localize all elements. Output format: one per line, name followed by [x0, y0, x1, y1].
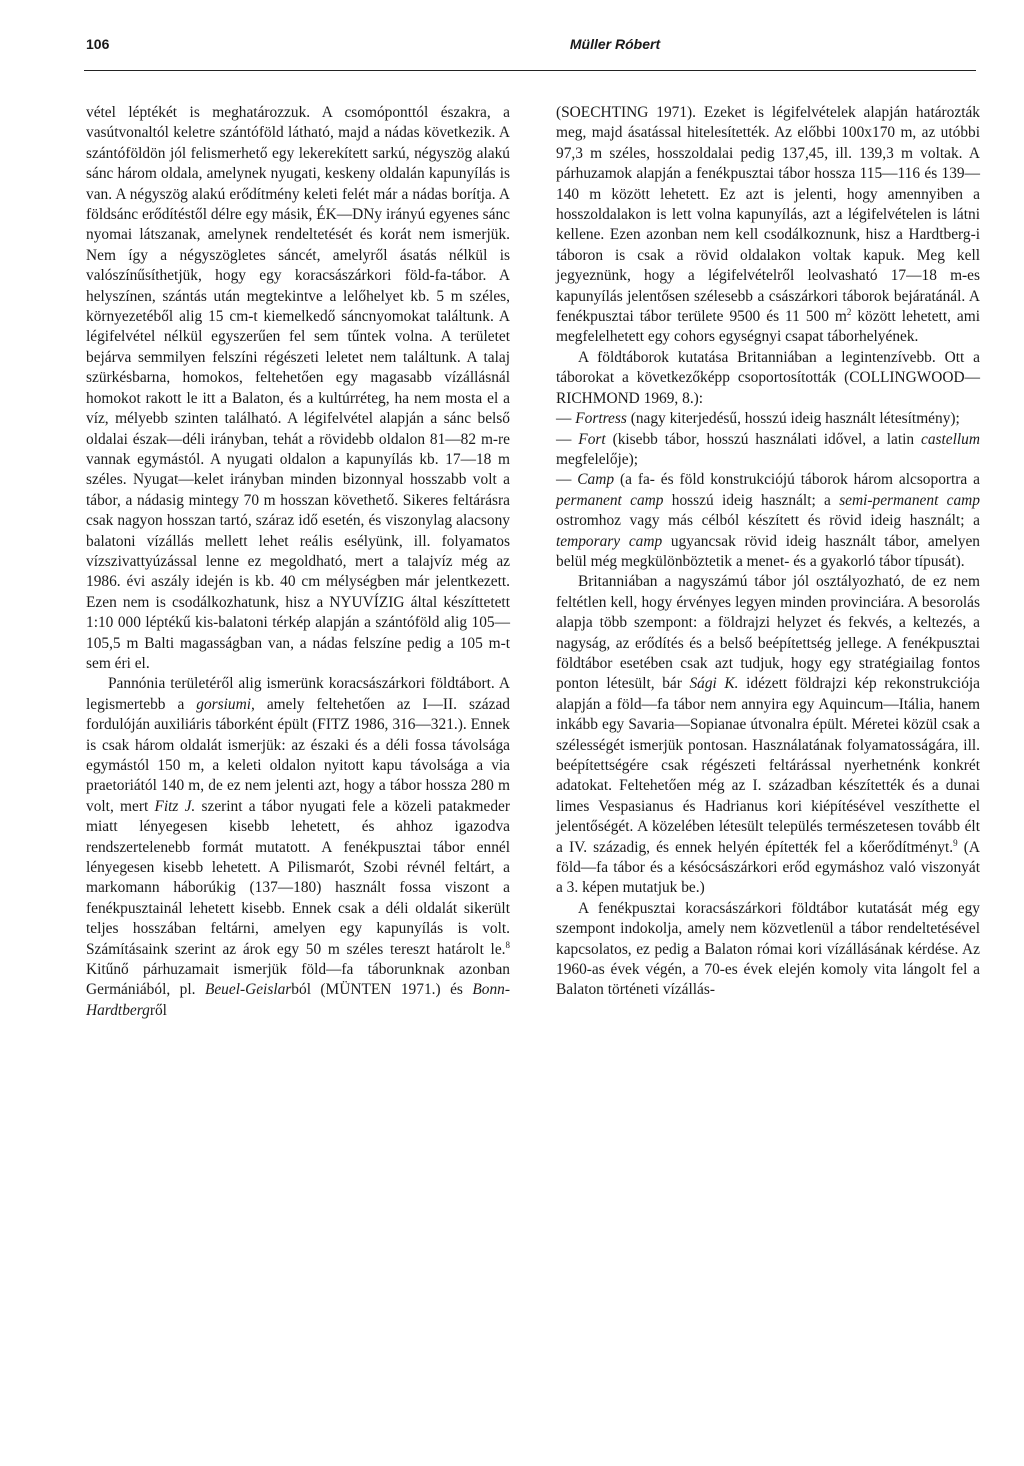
right-paragraph-2: A földtáborok kutatása Britanniában a legintenzívebb. Ott a táborokat a következőképp csoportosították (COLLINGWOOD—RICHMOND 1969, 8.):	[556, 348, 980, 407]
dash: —	[556, 410, 576, 428]
text-run: ostromhoz vagy más célból készített és rövid ideig használt; a	[556, 512, 980, 530]
text-run: Kitűnő párhuzamait ismerjük föld—fa táborunknak azonban Germániából, pl.	[86, 961, 510, 999]
text-run: ről	[149, 1001, 167, 1019]
author-fitz: Fitz J.	[154, 797, 196, 815]
text-run: között lehetett, ami megfelelhetett egy cohors egységnyi csapat táborhelyének.	[556, 308, 980, 346]
running-header	[84, 30, 976, 71]
text-run: (nagy kiterjedésű, hosszú ideig használt létesítmény);	[626, 410, 960, 428]
left-paragraph-2	[86, 674, 510, 1021]
left-column	[86, 103, 510, 1021]
text-run: szerint a tábor nyugati fele a közeli patakmeder miatt lényegesen kisebb lehetett, és ahhoz igazodva rendszertelenebb formát mutatott. A fenékpusztai tábor ennél lényegesen kisebb lehetett. A Pilismarót, Szobi révnél feltárt, a markomann háborúkig (137—180) használt fossa viszont a fenékpusztainál lehetett kisebb. Ennek csak a déli oldalát sikerült teljes hosszában feltárni, amelyen egy kapunyílás is volt. Számításaink szerint az árok egy 50 m széles tereszt határolt le.	[86, 797, 510, 958]
right-paragraph-1	[556, 103, 980, 348]
right-column	[556, 103, 980, 1001]
site-name-beuel: Beuel-Geislar	[204, 981, 292, 999]
text-run: amely feltehetően az I—II. század fordulóján auxiliáris táborként épült (FITZ 1986, 316—321.). Ennek is csak három oldalát ismerjük: az északi és a déli fossa távolsága egymástól 150 m, a keleti oldalon nyitott kapu távolsága a via praetoriától 140 m, de ez nem jelenti azt, hogy a tábor hossza 280 m volt, mert	[86, 695, 510, 815]
text-run: ból (MÜNTEN 1971.) és	[291, 981, 473, 999]
text-run: hosszú ideig használt; a	[663, 491, 840, 509]
term-semi-permanent-camp: semi-permanent camp	[839, 491, 980, 509]
footnote-ref-9: 9	[953, 837, 958, 848]
text-run: (kisebb tábor, hosszú használati idővel, a latin	[605, 430, 921, 448]
term-fortress: Fortress	[575, 410, 627, 428]
dash: —	[556, 471, 578, 489]
running-title: Müller Róbert	[569, 36, 661, 52]
text-run: idézett földrajzi kép rekonstrukciója alapján a föld—fa tábor nem annyira egy Aquincum—Itália, hanem inkább egy Savaria—Sopianae útvonalra épült. Méretei közül csak a szélességét ismerjük pontosan. Használatának folyamatosságára, ill. beépítettségére csak régészeti feltárással nyerhetnénk konkrét adatokat. Feltehetően még az I. században készítették és a dunai limes Vespasianus és Hadrianus kori kiépítésével veszíthette el jelentőségét. A közelében létesült település természetesen tovább élt a IV. századig, és ennek helyén építették fel a kőerődítményt.	[556, 675, 981, 856]
text-run: megfelelője);	[556, 450, 639, 468]
left-paragraph-1: vétel léptékét is meghatározzuk. A csomóponttól északra, a vasútvonaltól keletre szántóföld látható, majd a nádas következik. A szántóföldön jól felismerhető egy lekerekített sarkú, négyszög alakú sánc három oldala, amelynek nyugati, keskeny oldalán kapunyílás is van. A négyszög alakú erődítmény keleti felét már a nádas borítja. A földsánc erődítéstől délre egy másik, ÉK—DNy irányú egyenes sánc nyomai látszanak, amelynek rendeltetését és korát nem ismerjük. Nem így a négyszögletes sáncét, amelyről ásatás nélkül is valószínűsíthetjük, hogy egy koracsászárkori föld-fa-tábor. A helyszínen, szántás után megtekintve a lelőhelyet kb. 5 m széles, környezetéből alig 15 cm-t kiemelkedő sáncnyomokat találtunk. A légifelvétel nélkül egyszerűen fel sem tűntek volna. A területet bejárva semmilyen felszíni régészeti leletet nem találtunk. A talaj szürkésbarna, homokos, feltehetően egy magasabb vízállásnál homokot rakott le itt a Balaton, és a kultúrréteg, ha nem mosta el a víz, mélyebb szinten található. A légifelvétel alapján a sánc belső oldalai észak—déli irányban, tehát a rövidebb oldalon 81—82 m-re vannak egymástól. A nyugati oldalon a kapunyílás kb. 17—18 m széles. Nyugat—kelet irányban minden bizonnyal hosszabb volt a tábor, a nádasig mintegy 70 m hosszan követhető. Sikeres feltárásra csak nagyon hosszan tartó, száraz idő esetén, és viszonylag alacsony balatoni vízállás mellett lehet reális esélyünk, ill. folyamatos vízszivattyúzással lenne ez megoldható, mert a talajvíz még az 1986. évi aszály idején is kb. 40 cm mélységben már jelentkezett. Ezen nem is csodálkozhatunk, hisz a NYUVÍZIG által készíttetett 1:10 000 léptékű kis-balatoni térkép alapján a szántóföld alig 105—105,5 m Balti magasságban van, a nádas felszíne pedig a 105 m-t sem éri el.	[86, 104, 510, 672]
right-paragraph-3	[556, 572, 980, 899]
text-run: Britanniában a nagyszámú tábor jól osztályozható, de ez nem feltétlen kell, hogy érvényes legyen minden provinciára. A besorolás alapja több szempont: a földrajzi helyzet és fekvés, a keltezés, a nagyság, az erődítés és a belső beépítettség jellege. A fenékpusztai földtábor esetében csak azt tudjuk, hogy egy stratégiailag fontos ponton létesült, bár	[556, 573, 980, 693]
text-run: ugyancsak rövid ideig használt tábor, amelyen belül még megkülönböztetik a menet- és a gyakorló tábor típusát).	[556, 532, 980, 570]
text-run: (a fa- és föld konstrukciójú táborok három alcsoportra a	[614, 471, 980, 489]
superscript-2: 2	[846, 306, 852, 317]
text-run: Pannónia területéről alig ismerünk koracsászárkori földtábort. A legismertebb a	[86, 675, 510, 713]
right-paragraph-4: A fenékpusztai koracsászárkori földtábor kutatását még egy szempont indokolja, amely nem közvetlenül a tábor rendeltetésével kapcsolatos, ez pedig a Balaton római kori vízállásának kérdése. Az 1960-as évek végén, a 70-es évek elején komoly vita lángolt fel a Balaton történeti vízállás-	[556, 899, 980, 999]
list-item-camp	[556, 470, 980, 572]
term-camp: Camp	[577, 471, 615, 489]
page-number: 106	[86, 36, 110, 52]
dash: —	[556, 430, 579, 448]
site-name-bonn: Bonn-Hardtberg	[86, 981, 510, 1019]
list-item-fort	[556, 430, 980, 471]
term-permanent-camp: permanent camp	[556, 491, 664, 509]
text-run: (SOECHTING 1971). Ezeket is légifelvételek alapján határozták meg, majd ásatással hitelesítették. Az előbbi 100x170 m, az utóbbi 97,3 m széles, hosszoldalai pedig 137,45, ill. 139,3 m voltak. A párhuzamok alapján a fenékpusztai tábor hossza 115—116 és 139—140 m között lehetett. Ez azt is jelenti, hogy amennyiben a hosszoldalakon is lett volna kapunyílás, azt a légifelvételen is látni kellene. Ezen azonban nem kell csodálkoznunk, hisz a Hardtberg-i táboron is csak a rövid oldalakon voltak kapuk. Meg kell jegyeznünk, hogy a légifelvételről leolvasható 17—18 m-es kapunyílás jelentősen szélesebb a császárkori táborok bejáratánál. A fenékpusztai tábor területe 9500 és 11 500 m	[556, 104, 980, 326]
text-run: (A föld—fa tábor és a késócsászárkori erőd egymáshoz való viszonyát a 3. képen mutatjuk be.)	[556, 838, 980, 897]
term-temporary-camp: temporary camp	[556, 532, 663, 550]
list-item-fortress	[556, 409, 980, 429]
site-name-gorsium: gorsiumi,	[196, 695, 255, 713]
term-castellum: castellum	[921, 430, 980, 448]
author-sagi: Sági K.	[689, 675, 739, 693]
term-fort: Fort	[578, 430, 606, 448]
footnote-ref-8: 8	[505, 939, 510, 950]
